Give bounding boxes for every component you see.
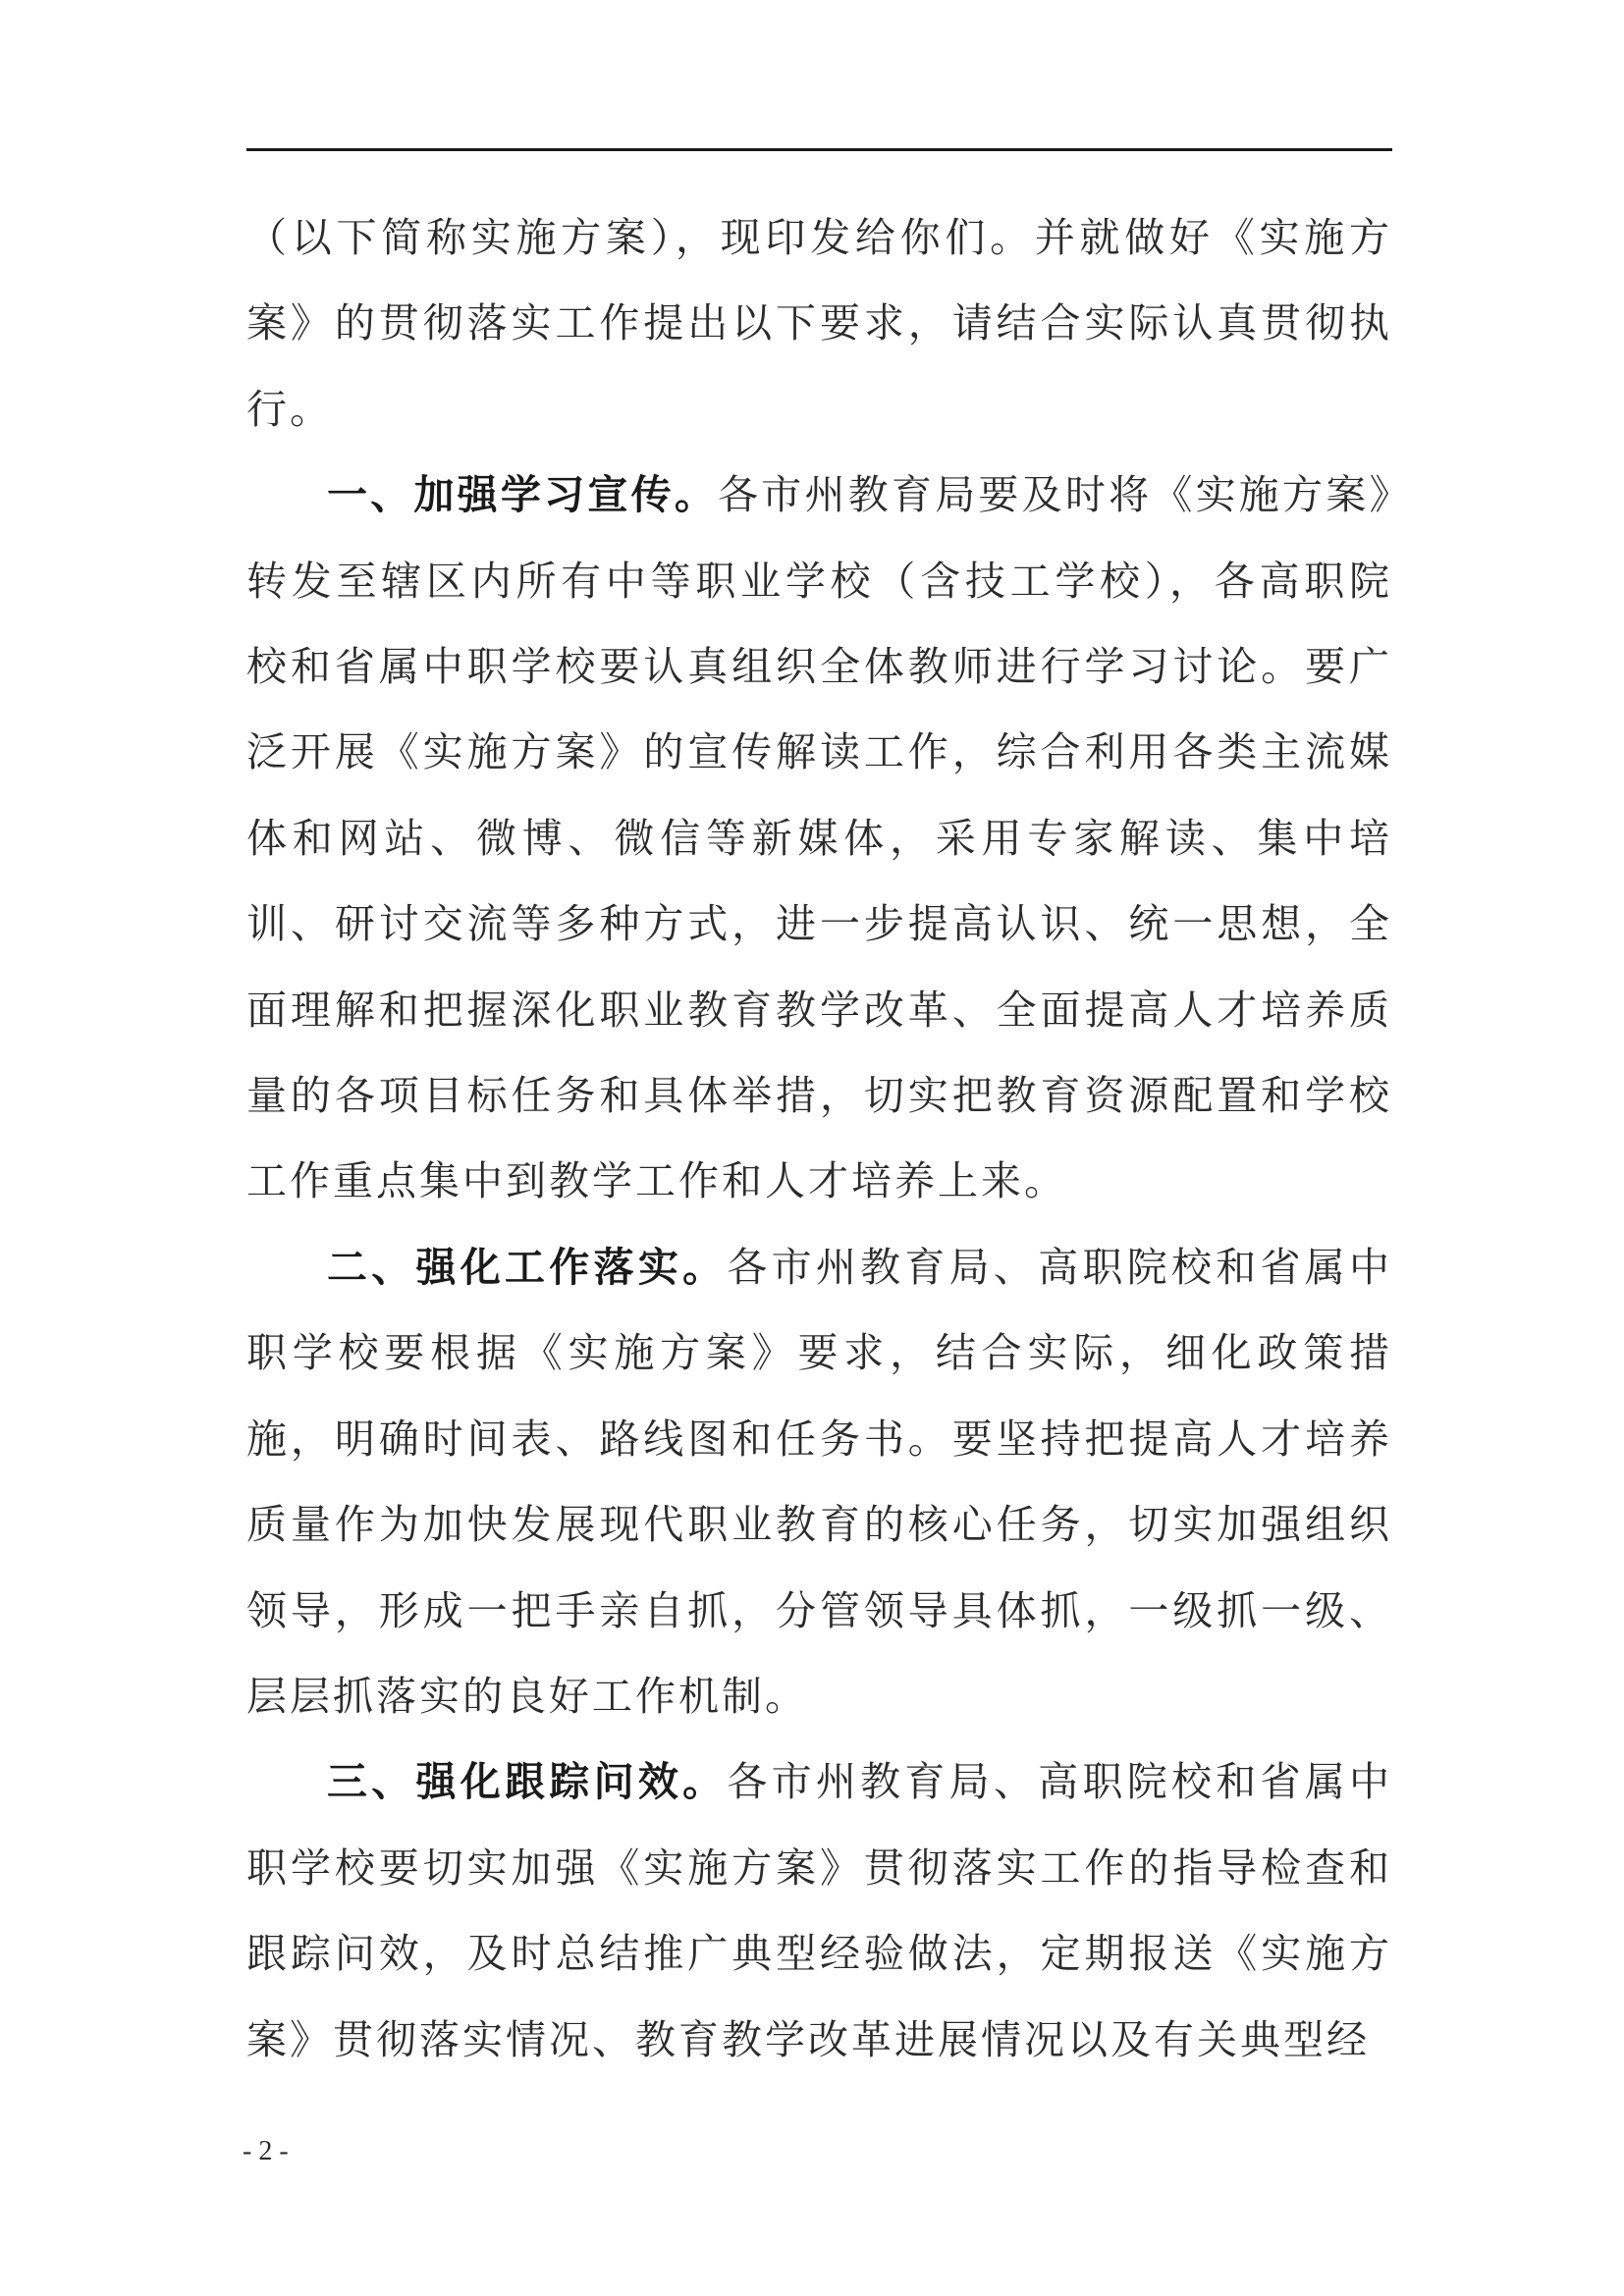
header-rule	[246, 148, 1392, 151]
document-body	[246, 195, 1392, 2083]
paragraph-text: （以下简称实施方案），现印发给你们。并就做好《实施方案》的贯彻落实工作提出以下要求，请结合实际认真贯彻执行。	[246, 214, 1392, 433]
paragraph-text: 各市州教育局、高职院校和省属中职学校要根据《实施方案》要求，结合实际，细化政策措施，明确时间表、路线图和任务书。要坚持把提高人才培养质量作为加快发展现代职业教育的核心任务，切实加强组织领导，形成一把手亲自抓，分管领导具体抓，一级抓一级、层层抓落实的良好工作机制。	[246, 1243, 1393, 1720]
paragraph-section-2	[246, 1225, 1392, 1739]
paragraph-text: 各市州教育局要及时将《实施方案》转发至辖区内所有中等职业学校（含技工学校），各高职院校和省属中职学校要认真组织全体教师进行学习讨论。要广泛开展《实施方案》的宣传解读工作，综合利用各类主流媒体和网站、微博、微信等新媒体，采用专家解读、集中培训、研讨交流等多种方式，进一步提高认识、统一思想，全面理解和把握深化职业教育教学改革、全面提高人才培养质量的各项目标任务和具体举措，切实把教育资源配置和学校工作重点集中到教学工作和人才培养上来。	[246, 471, 1392, 1205]
paragraph-section-3	[246, 1739, 1392, 2083]
section-heading: 一、加强学习宣传。	[327, 471, 719, 519]
paragraph-text: 各市州教育局、高职院校和省属中职学校要切实加强《实施方案》贯彻落实工作的指导检查和跟踪问效，及时总结推广典型经验做法，定期报送《实施方案》贯彻落实情况、教育教学改革进展情况以及有关典型经	[246, 1758, 1393, 2063]
page-number: - 2 -	[243, 2136, 289, 2166]
paragraph-section-1	[246, 453, 1392, 1225]
section-heading: 二、强化工作落实。	[327, 1243, 728, 1291]
section-heading: 三、强化跟踪问效。	[327, 1758, 728, 1806]
paragraph-intro	[246, 195, 1392, 453]
